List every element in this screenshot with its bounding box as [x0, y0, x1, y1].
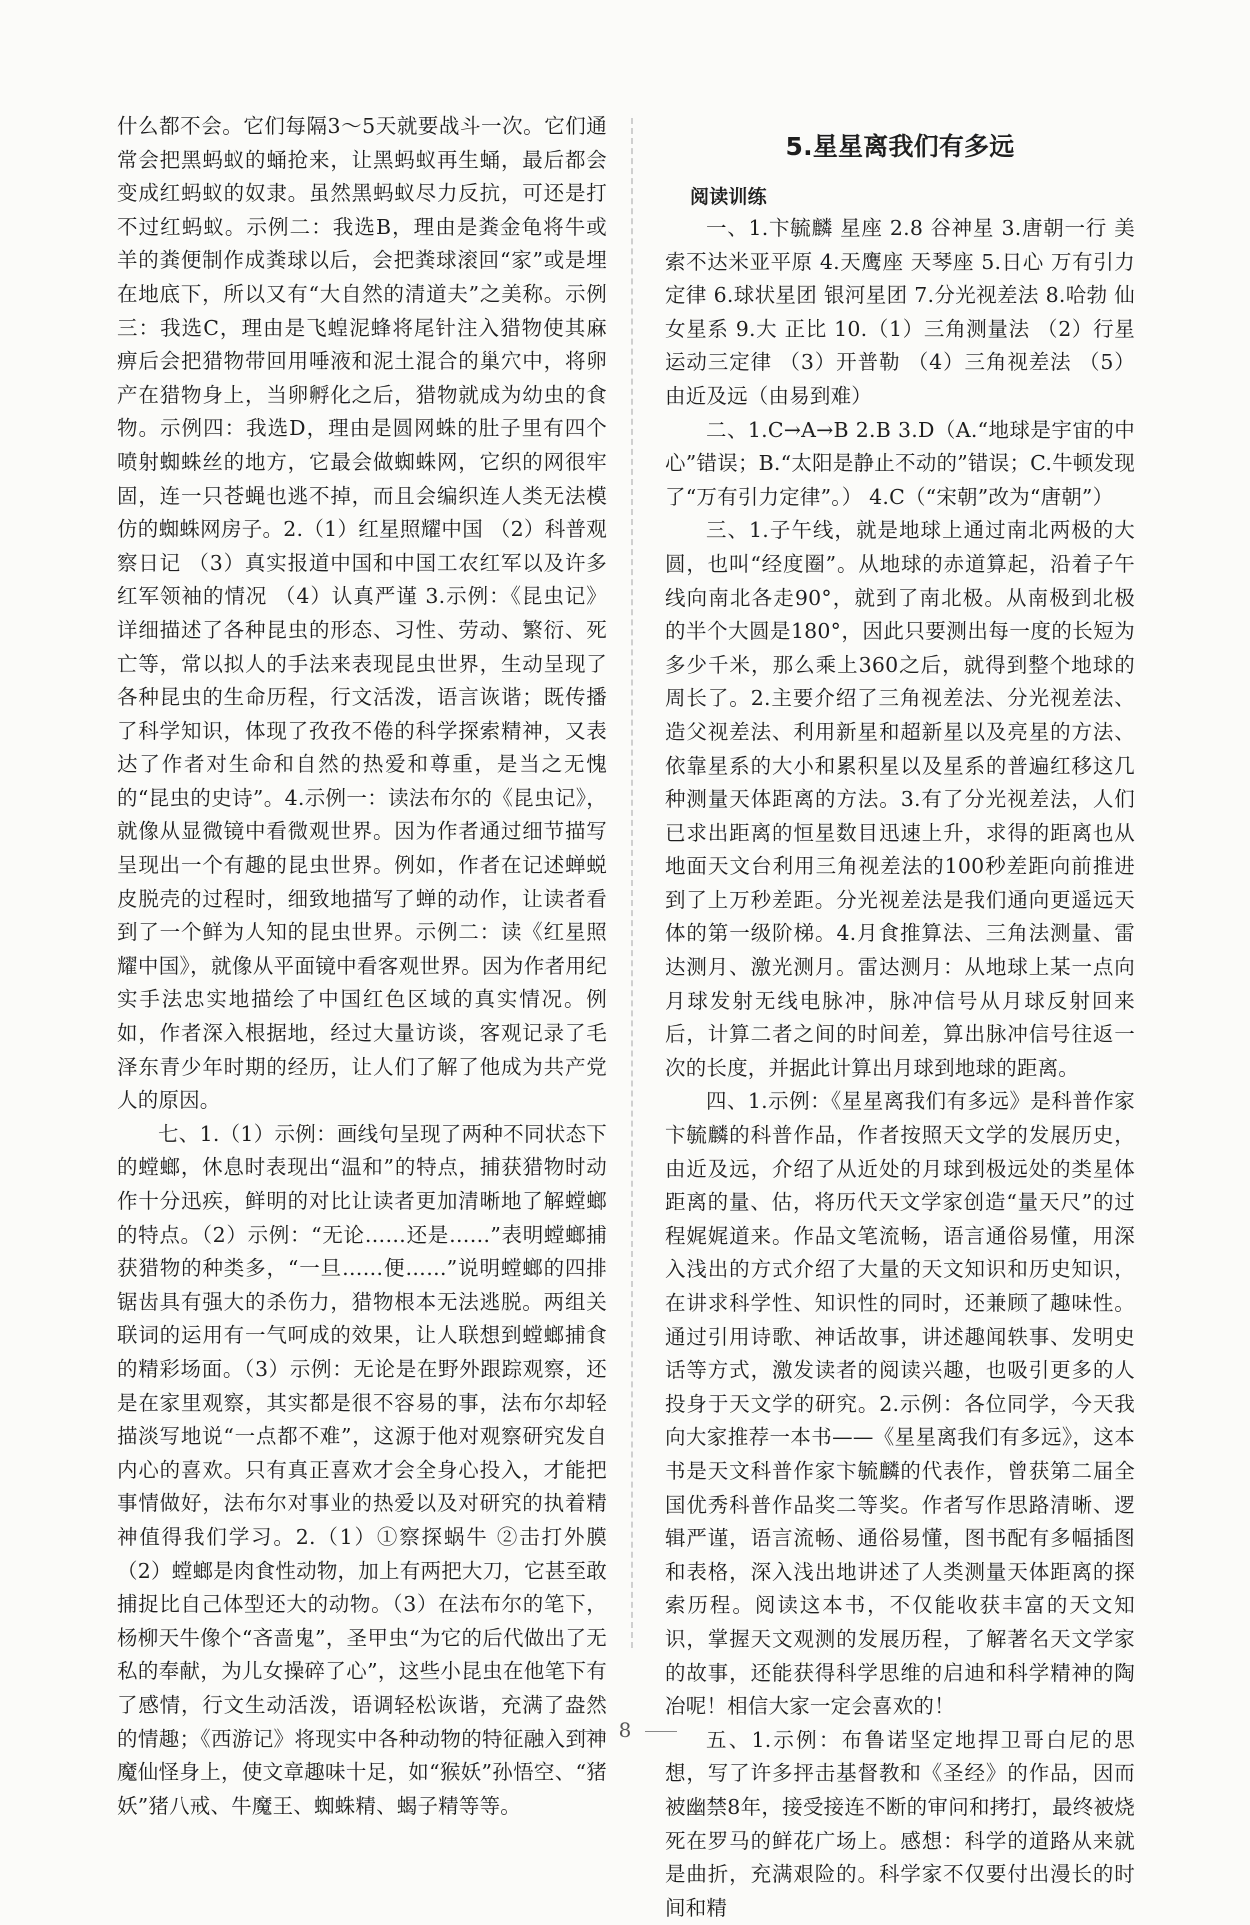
footer-dash-right [645, 1731, 677, 1732]
right-paragraph-5: 五、1.示例：布鲁诺坚定地捍卫哥白尼的思想，写了许多抨击基督教和《圣经》的作品，因而被幽禁8年，接受接连不断的审问和拷打，最终被烧死在罗马的鲜花广场上。感想：科学的道路从来就是曲折，充满艰险的。科学家不仅要付出漫长的时间和精 [665, 1727, 1135, 1920]
section-title: 5.星星离我们有多远 [785, 132, 1015, 161]
right-paragraph-1: 一、1.卞毓麟 星座 2.8 谷神星 3.唐朝一行 美索不达米亚平原 4.天鹰座 天琴座 5.日心 万有引力定律 6.球状星团 银河星团 7.分光视差法 8.哈勃 仙女星系 9.大 正比 10.（1）三角测量法 （2）行星运动三定律 （3）开普勒 （4）三角视差法 （5）由近及远（由易到难） [665, 216, 1135, 408]
left-column [117, 110, 607, 1823]
right-paragraph-4: 四、1.示例：《星星离我们有多远》是科普作家卞毓麟的科普作品，作者按照天文学的发展历史，由近及远，介绍了从近处的月球到极远处的类星体距离的量、估，将历代天文学家创造“量天尺”的过程娓娓道来。作品文笔流畅，语言通俗易懂，用深入浅出的方式介绍了大量的天文知识和历史知识，在讲求科学性、知识性的同时，还兼顾了趣味性。通过引用诗歌、神话故事，讲述趣闻轶事、发明史话等方式，激发读者的阅读兴趣，也吸引更多的人投身于天文学的研究。2.示例：各位同学，今天我向大家推荐一本书——《星星离我们有多远》，这本书是天文科普作家卞毓麟的代表作，曾获第二届全国优秀科普作品奖二等奖。作者写作思路清晰、逻辑严谨，语言流畅、通俗易懂，图书配有多幅插图和表格，深入浅出地讲述了人类测量天体距离的探索历程。阅读这本书，不仅能收获丰富的天文知识，掌握天文观测的发展历程，了解著名天文学家的故事，还能获得科学思维的启迪和科学精神的陶冶呢！相信大家一定会喜欢的！ [665, 1089, 1135, 1719]
footer-dash-left [573, 1731, 605, 1732]
column-divider [631, 118, 633, 1648]
page-number: 8 [618, 1718, 632, 1742]
page-footer [0, 1718, 1250, 1742]
subsection-heading: 阅读训练 [690, 186, 767, 208]
left-paragraph-1: 什么都不会。它们每隔3～5天就要战斗一次。它们通常会把黑蚂蚁的蛹抢来，让黑蚂蚁再生蛹，最后都会变成红蚂蚁的奴隶。虽然黑蚂蚁尽力反抗，可还是打不过红蚂蚁。示例二：我选B，理由是粪金龟将牛或羊的粪便制作成粪球以后，会把粪球滚回“家”或是埋在地底下，所以又有“大自然的清道夫”之美称。示例三：我选C，理由是飞蝗泥蜂将尾针注入猎物使其麻痹后会把猎物带回用唾液和泥土混合的巢穴中，将卵产在猎物身上，当卵孵化之后，猎物就成为幼虫的食物。示例四：我选D，理由是圆网蛛的肚子里有四个喷射蜘蛛丝的地方，它最会做蜘蛛网，它织的网很牢固，连一只苍蝇也逃不掉，而且会编织连人类无法模仿的蜘蛛网房子。2.（1）红星照耀中国 （2）科普观察日记 （3）真实报道中国和中国工农红军以及许多红军领袖的情况 （4）认真严谨 3.示例：《昆虫记》详细描述了各种昆虫的形态、习性、劳动、繁衍、死亡等，常以拟人的手法来表现昆虫世界，生动呈现了各种昆虫的生命历程，行文活泼，语言诙谐；既传播了科学知识，体现了孜孜不倦的科学探索精神，又表达了作者对生命和自然的热爱和尊重，是当之无愧的“昆虫的史诗”。4.示例一：读法布尔的《昆虫记》，就像从显微镜中看微观世界。因为作者通过细节描写呈现出一个有趣的昆虫世界。例如，作者在记述蝉蜕皮脱壳的过程时，细致地描写了蝉的动作，让读者看到了一个鲜为人知的昆虫世界。示例二：读《红星照耀中国》，就像从平面镜中看客观世界。因为作者用纪实手法忠实地描绘了中国红色区域的真实情况。例如，作者深入根据地，经过大量访谈，客观记录了毛泽东青少年时期的经历，让人们了解了他成为共产党人的原因。 [117, 114, 607, 1113]
right-paragraph-2: 二、1.C→A→B 2.B 3.D（A.“地球是宇宙的中心”错误；B.“太阳是静止不动的”错误；C.牛顿发现了“万有引力定律”。） 4.C（“宋朝”改为“唐朝”） [665, 417, 1135, 509]
left-paragraph-2: 七、1.（1）示例：画线句呈现了两种不同状态下的螳螂，休息时表现出“温和”的特点，捕获猎物时动作十分迅疾，鲜明的对比让读者更加清晰地了解螳螂的特点。（2）示例：“无论……还是……”表明螳螂捕获猎物的种类多，“一旦……便……”说明螳螂的四排锯齿具有强大的杀伤力，猎物根本无法逃脱。两组关联词的运用有一气呵成的效果，让人联想到螳螂捕食的精彩场面。（3）示例：无论是在野外跟踪观察，还是在家里观察，其实都是很不容易的事，法布尔却轻描淡写地说“一点都不难”，这源于他对观察研究发自内心的喜欢。只有真正喜欢才会全身心投入，才能把事情做好，法布尔对事业的热爱以及对研究的执着精神值得我们学习。2.（1）①察探蜗牛 ②击打外膜 （2）螳螂是肉食性动物，加上有两把大刀，它甚至敢捕捉比自己体型还大的动物。（3）在法布尔的笔下，杨柳天牛像个“吝啬鬼”，圣甲虫“为它的后代做出了无私的奉献，为儿女操碎了心”，这些小昆虫在他笔下有了感情，行文生动活泼，语调轻松诙谐，充满了盎然的情趣；《西游记》将现实中各种动物的特征融入到神魔仙怪身上，使文章趣味十足，如“猴妖”孙悟空、“猪妖”猪八戒、牛魔王、蜘蛛精、蝎子精等等。 [117, 1121, 607, 1818]
right-paragraph-3: 三、1.子午线，就是地球上通过南北两极的大圆，也叫“经度圈”。从地球的赤道算起，沿着子午线向南北各走90°，就到了南北极。从南极到北极的半个大圆是180°，因此只要测出每一度的长短为多少千米，那么乘上360之后，就得到整个地球的周长了。2.主要介绍了三角视差法、分光视差法、造父视差法、利用新星和超新星以及亮星的方法、依靠星系的大小和累积星以及星系的普遍红移这几种测量天体距离的方法。3.有了分光视差法，人们已求出距离的恒星数目迅速上升，求得的距离也从地面天文台利用三角视差法的100秒差距向前推进到了上万秒差距。分光视差法是我们通向更遥远天体的第一级阶梯。4.月食推算法、三角法测量、雷达测月、激光测月。雷达测月：从地球上某一点向月球发射无线电脉冲，脉冲信号从月球反射回来后，计算二者之间的时间差，算出脉冲信号往返一次的长度，并据此计算出月球到地球的距离。 [665, 518, 1135, 1080]
right-column [665, 130, 1135, 1925]
